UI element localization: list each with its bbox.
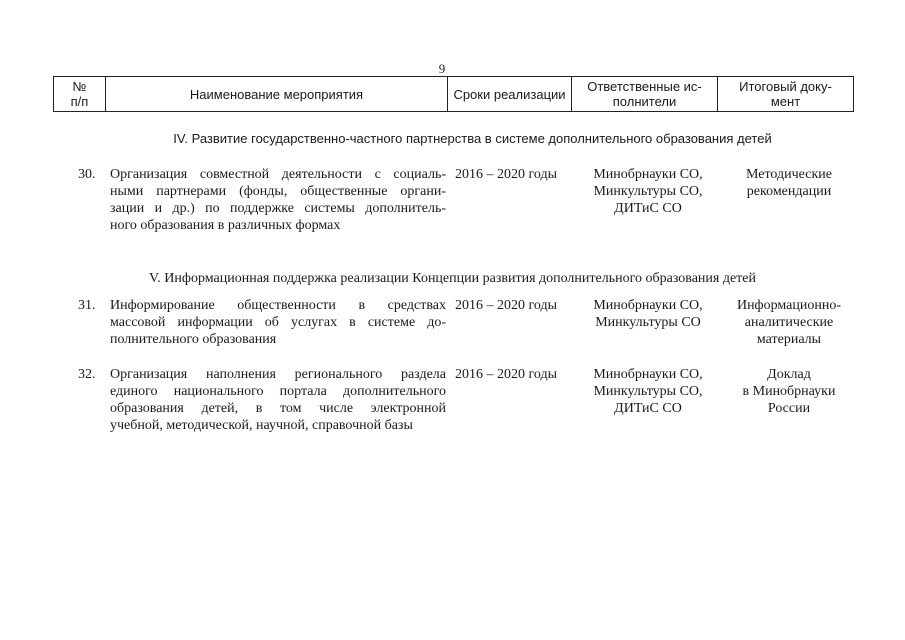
row-document: Методические рекомендации	[746, 167, 832, 199]
row-number: 30.	[78, 167, 96, 182]
header-document: Итоговый доку- мент	[718, 77, 854, 112]
row-description: Организация наполнения регионального раздела единого национального портала дополнительного образования детей, в том числе электронной учебной, методической, научной, справочной базы	[110, 367, 446, 433]
row-responsible: Минобрнауки СО, Минкультуры СО	[593, 298, 703, 330]
table-header	[53, 76, 854, 112]
row-responsible: Минобрнауки СО, Минкультуры СО, ДИТиС СО	[593, 167, 703, 216]
header-responsible: Ответственные ис- полнители	[572, 77, 718, 112]
header-name: Наименование мероприятия	[106, 77, 448, 112]
section-heading-5: V. Информационная поддержка реализации Концепции развития дополнительного образования детей	[148, 271, 757, 286]
header-number: № п/п	[54, 77, 106, 112]
row-description: Организация совместной деятельности с социаль- ными партнерами (фонды, общественные органи- зации и др.) по поддержке системы дополнитель- ного образования в различных формах	[110, 167, 446, 233]
row-document: Доклад в Минобрнауки России	[742, 367, 836, 416]
row-document: Информационно- аналитические материалы	[736, 298, 842, 347]
row-term: 2016 – 2020 годы	[455, 167, 558, 182]
row-term: 2016 – 2020 годы	[455, 367, 558, 382]
header-term: Сроки реализации	[448, 77, 572, 112]
row-description: Информирование общественности в средствах массовой информации об услугах в системе до- полнительного образования	[110, 298, 446, 347]
section-heading-4: IV. Развитие государственно-частного партнерства в системе дополнительного образования детей	[173, 131, 772, 146]
page-number: 9	[438, 61, 446, 76]
row-number: 31.	[78, 298, 96, 313]
row-responsible: Минобрнауки СО, Минкультуры СО, ДИТиС СО	[593, 367, 703, 416]
row-term: 2016 – 2020 годы	[455, 298, 558, 313]
row-number: 32.	[78, 367, 96, 382]
